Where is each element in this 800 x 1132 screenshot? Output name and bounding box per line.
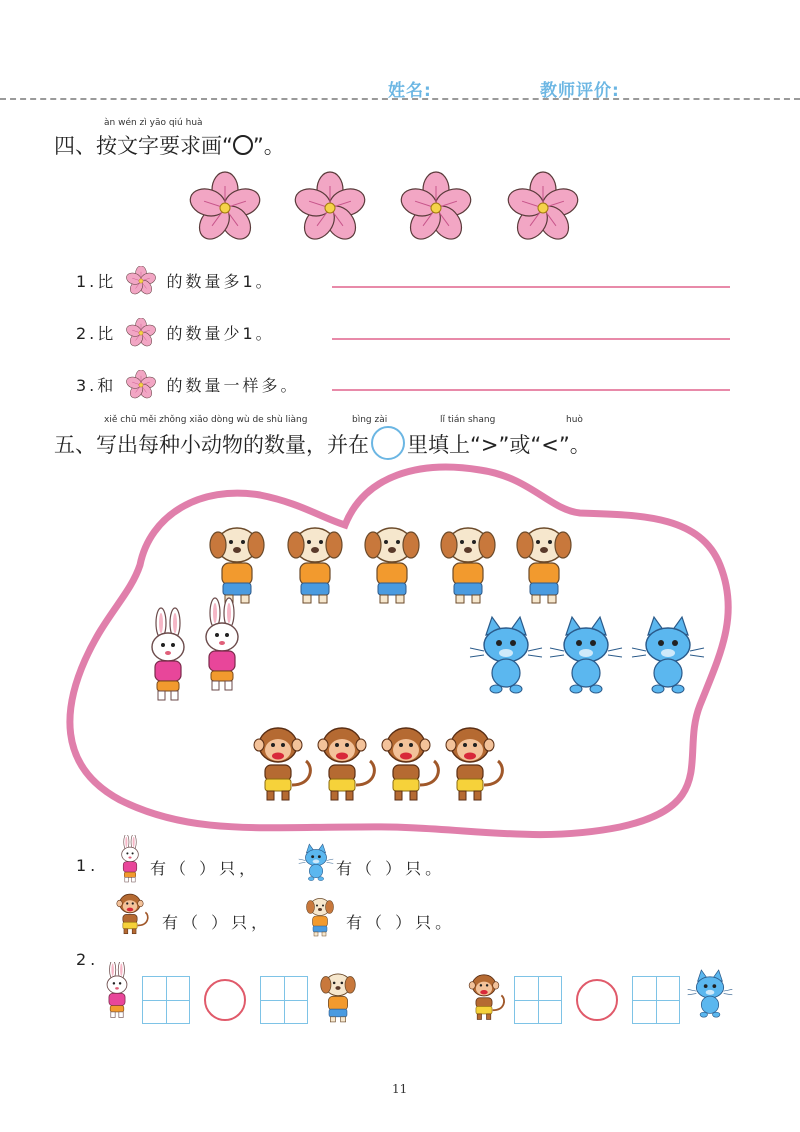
section4-item-1 [76,266,275,296]
item-pre: 和 [97,376,117,395]
teacher-evaluation-label: 教师评价: [540,81,620,101]
rabbit-icon [112,835,148,887]
cat-icon [296,840,336,886]
header-divider [0,98,800,100]
section4-pinyin: àn wén zì yāo qiú huà [104,118,203,128]
compare-circle[interactable] [576,979,618,1021]
section4-item-2 [76,318,275,348]
q2-number: 2. [76,950,100,969]
answer-line-3[interactable] [332,389,730,391]
item-number: 3. [76,376,98,395]
monkey-icon [112,888,152,940]
section5-pinyin-a: xiě chū měi zhǒng xiǎo dòng wù de shù liàng [104,415,308,425]
compare-circle[interactable] [204,979,246,1021]
item-number: 1. [76,272,98,291]
dog-icon [312,964,364,1026]
item-post: 的数量一样多。 [166,376,300,395]
answer-line-2[interactable] [332,338,730,340]
q1-rabbit-blank[interactable]: 有（ ）只， [150,859,260,878]
q1-dog-blank[interactable]: 有（ ）只。 [346,913,456,932]
name-label: 姓名: [388,81,432,101]
flower-icon [505,172,582,245]
flower-icon [398,172,475,245]
answer-box[interactable] [632,976,680,1024]
answer-box[interactable] [142,976,190,1024]
section4-title-prefix: 四、按文字要求画“ [54,134,233,158]
flower-icon [124,318,158,348]
dog-icon [300,890,340,938]
item-post: 的数量多1。 [166,272,275,291]
section5-pinyin-c: lǐ tián shang [440,415,496,425]
section5-title-prefix: 五、写出每种小动物的数量，并在 [54,433,369,457]
answer-line-1[interactable] [332,286,730,288]
q1-number: 1. [76,856,100,875]
flower-icon [124,266,158,296]
section4-item-3 [76,370,299,400]
section4-title [54,130,285,160]
section4-title-suffix: ”。 [252,134,285,158]
section5-title-suffix: 里填上“>”或“<”。 [407,433,591,457]
flower-row [170,165,600,255]
q1-cat-blank[interactable]: 有（ ）只。 [336,859,446,878]
section5-pinyin-b: bìng zài [352,415,388,425]
q1-monkey-blank[interactable]: 有（ ）只， [162,913,272,932]
monkey-icon [462,964,510,1026]
answer-box[interactable] [514,976,562,1024]
animal-cloud [60,455,750,840]
circle-symbol-icon [233,135,253,155]
flower-icon [292,172,369,245]
cat-icon [684,964,736,1024]
item-pre: 比 [97,324,117,343]
rabbit-icon [96,962,138,1024]
item-number: 2. [76,324,98,343]
answer-box[interactable] [260,976,308,1024]
flower-icon [124,370,158,400]
item-post: 的数量少1。 [166,324,275,343]
item-pre: 比 [97,272,117,291]
section5-pinyin-d: huò [566,415,583,425]
flower-icon [187,172,264,245]
page-number: 11 [392,1082,408,1096]
